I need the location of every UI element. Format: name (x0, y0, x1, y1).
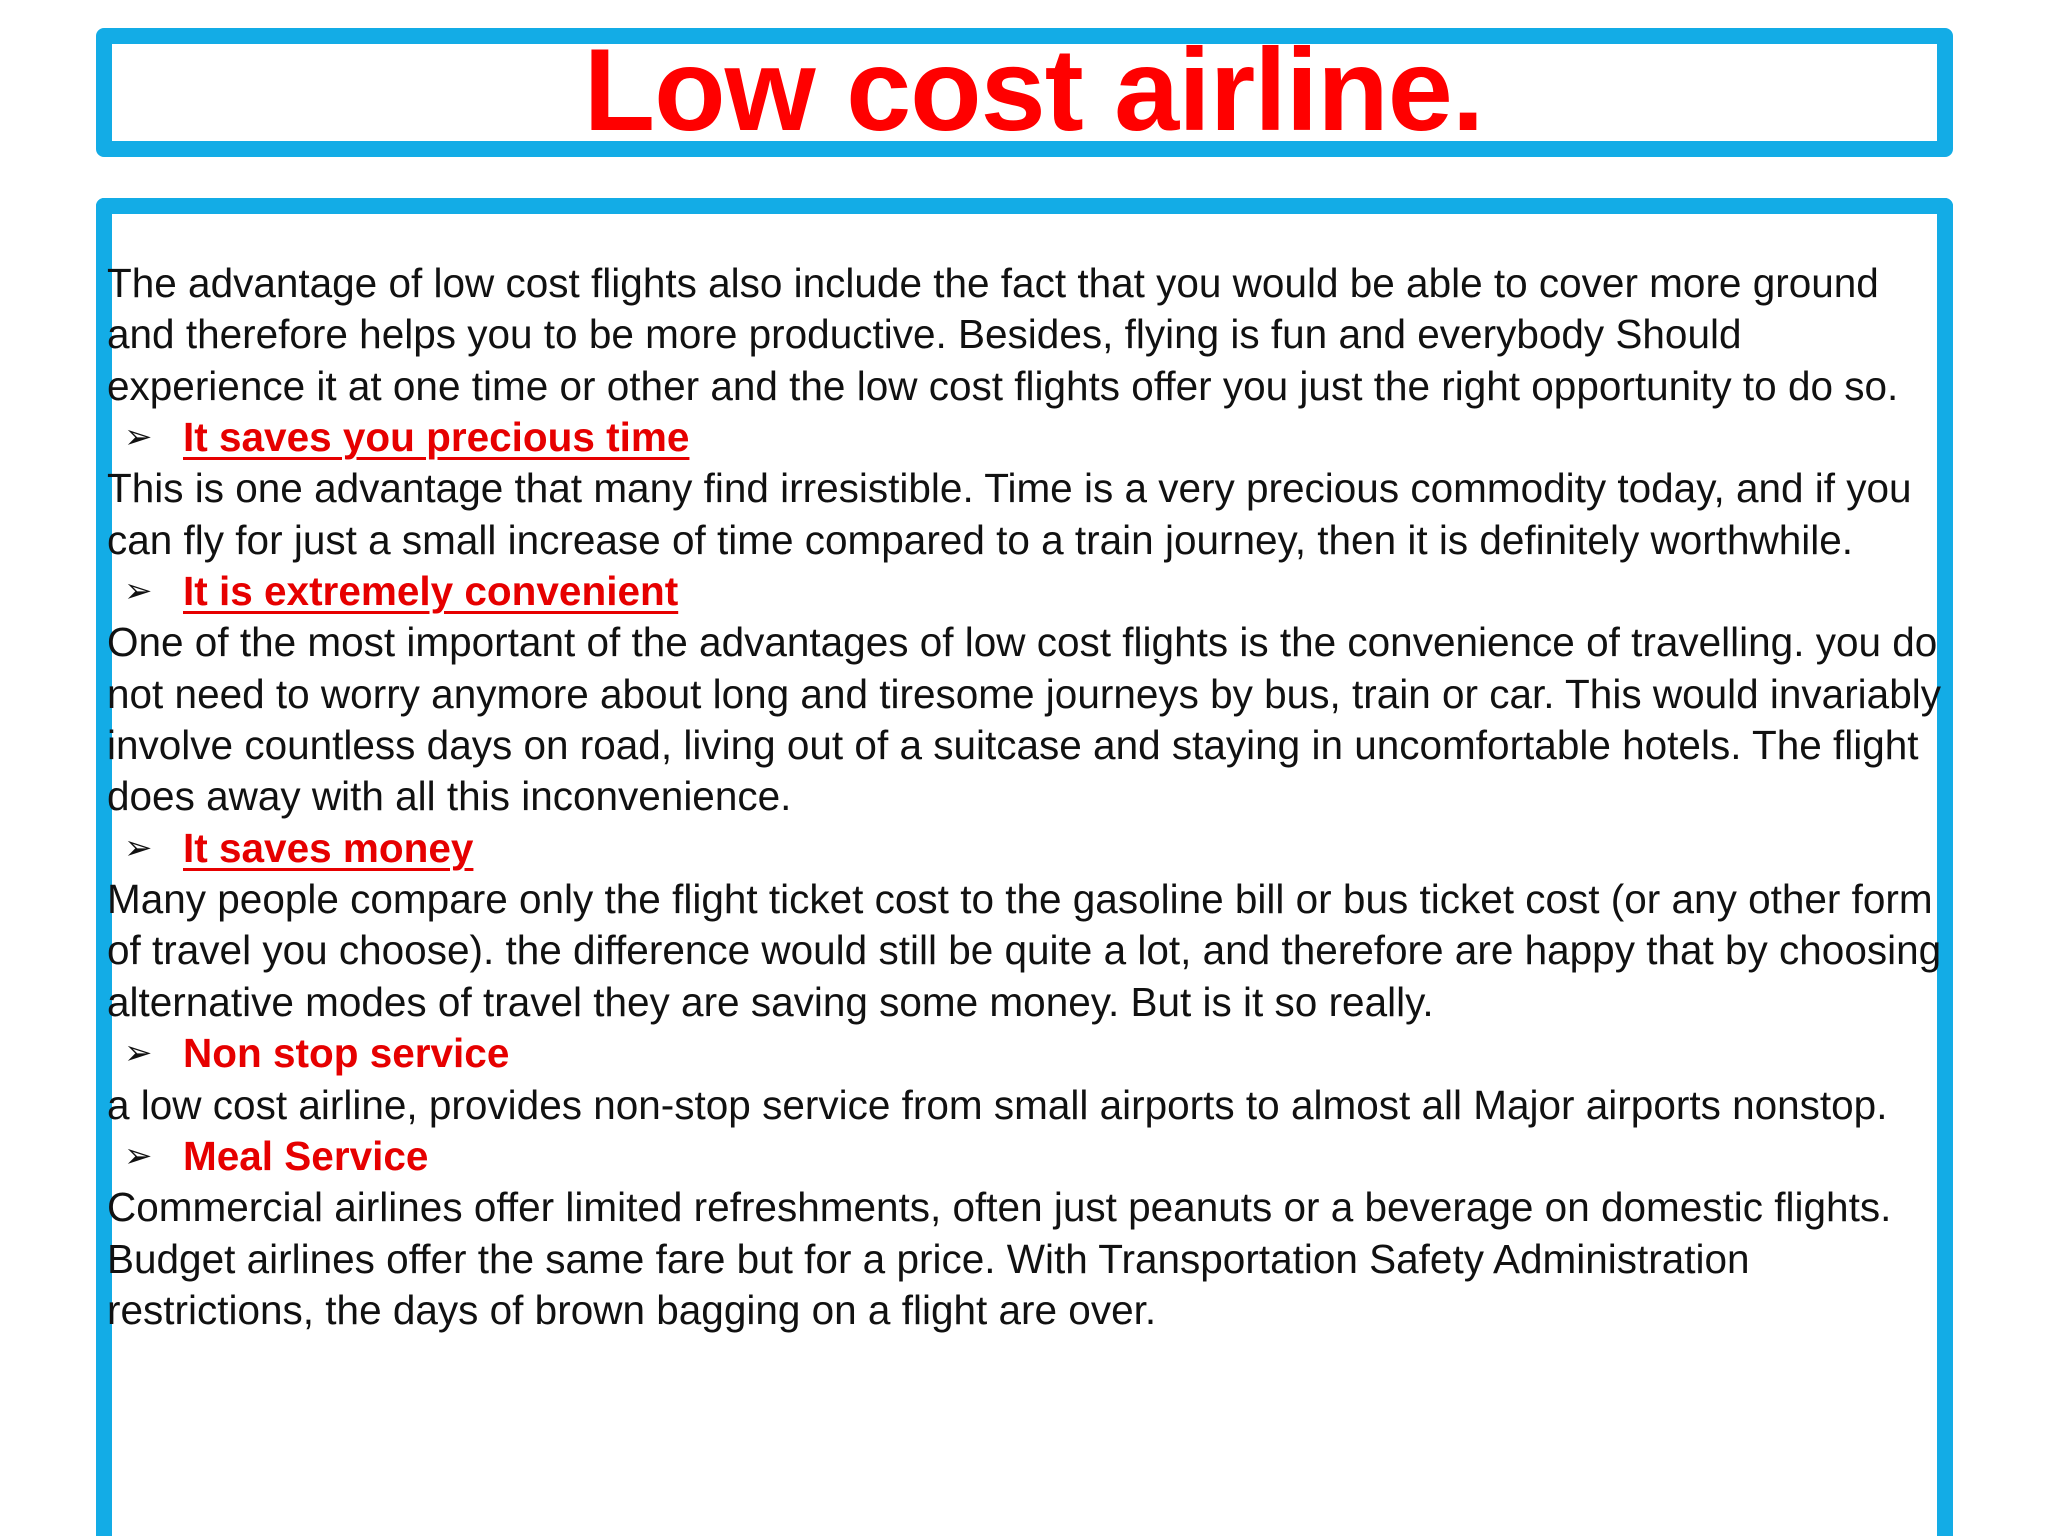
section-heading-money (107, 823, 1947, 874)
section-body-convenient: One of the most important of the advantages of low cost flights is the convenience of travelling. you do not need to worry anymore about long and tiresome journeys by bus, train or car. This would invariably involve countless days on road, living out of a suitcase and staying in uncomfortable hotels. The flight does away with all this inconvenience. (107, 619, 1941, 820)
arrow-bullet-icon: ➢ (124, 1136, 153, 1175)
heading-text: It saves money (183, 824, 474, 871)
heading-text: Non stop service (183, 1030, 510, 1077)
arrow-bullet-icon: ➢ (124, 828, 153, 867)
intro-paragraph: The advantage of low cost flights also include the fact that you would be able to cover more ground and therefore helps you to be more productive. Besides, flying is fun and everybody Should experience it at one time or other and the low cost flights offer you just the right opportunity to do so. (107, 260, 1899, 409)
title-box (96, 24, 1953, 157)
slide-content (107, 258, 1947, 1336)
section-body-time: This is one advantage that many find irresistible. Time is a very precious commodity today, and if you can fly for just a small increase of time compared to a train journey, then it is definitely worthwhile. (107, 465, 1912, 563)
section-heading-convenient (107, 566, 1947, 617)
section-body-nonstop: a low cost airline, provides non-stop service from small airports to almost all Major airports nonstop. (107, 1081, 1888, 1128)
arrow-bullet-icon: ➢ (124, 572, 153, 611)
section-body-meal: Commercial airlines offer limited refreshments, often just peanuts or a beverage on domestic flights. Budget airlines offer the same fare but for a price. With Transportation Safety Administration restrictions, the days of brown bagging on a flight are over. (107, 1184, 1892, 1333)
arrow-bullet-icon: ➢ (124, 1034, 153, 1073)
heading-text: Meal Service (183, 1132, 429, 1179)
arrow-bullet-icon: ➢ (124, 418, 153, 457)
slide-title: Low cost airline. (583, 24, 1484, 155)
section-heading-meal (107, 1131, 1947, 1182)
heading-text: It is extremely convenient (183, 568, 679, 615)
heading-text: It saves you precious time (183, 414, 690, 461)
section-heading-nonstop (107, 1028, 1947, 1079)
section-body-money: Many people compare only the flight ticket cost to the gasoline bill or bus ticket cost (or any other form of travel you choose). the difference would still be quite a lot, and therefore are happy that by choosing alternative modes of travel they are saving some money. But is it so really. (107, 876, 1942, 1025)
section-heading-time (107, 412, 1947, 463)
